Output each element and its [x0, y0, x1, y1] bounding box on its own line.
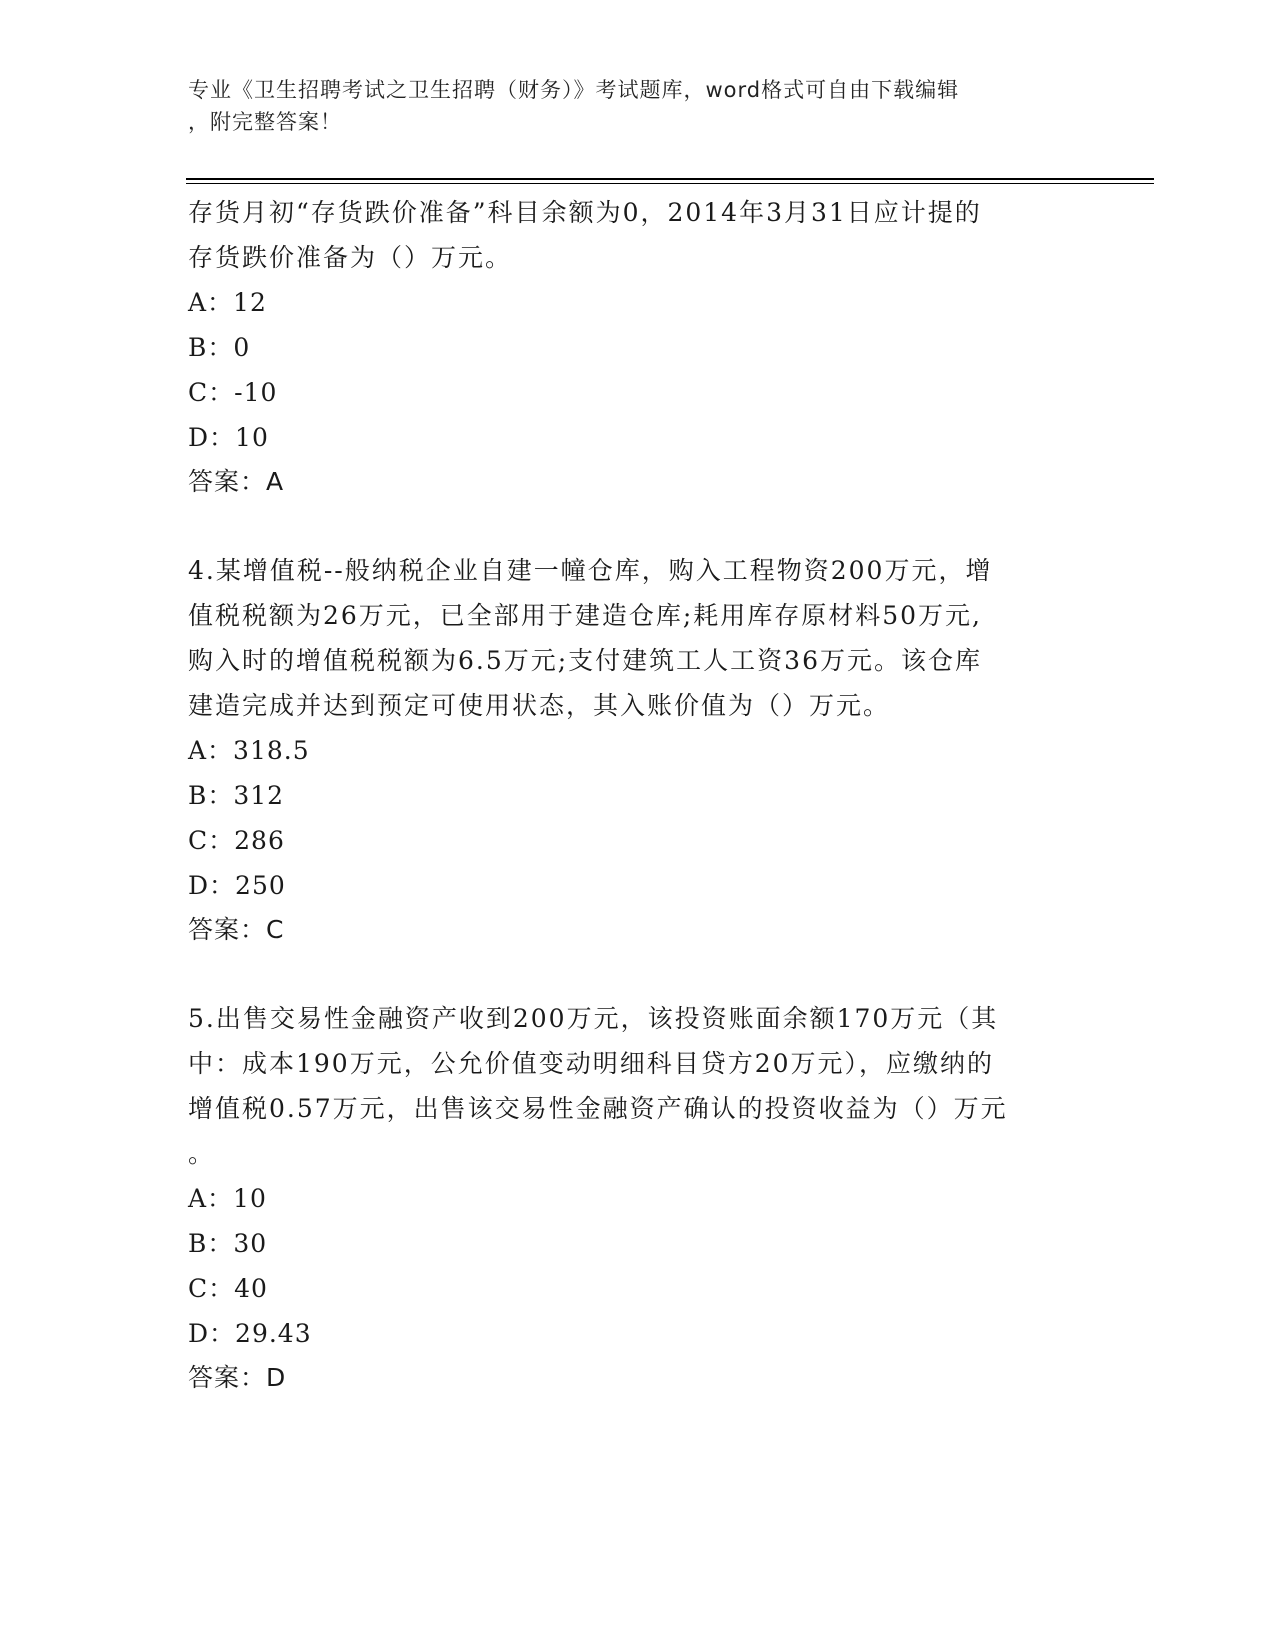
option-d: D：29.43 — [188, 1319, 312, 1348]
answer-line: 答案：C — [188, 915, 285, 944]
question-stem-line: 4.某增值税--般纳税企业自建一幢仓库，购入工程物资200万元，增 — [188, 556, 993, 585]
document-header — [188, 74, 1068, 138]
question-stem-line: 增值税0.57万元，出售该交易性金融资产确认的投资收益为（）万元 — [188, 1094, 1008, 1123]
header-divider-thick — [186, 178, 1154, 180]
option-d: D：10 — [188, 423, 269, 452]
answer-line: 答案：D — [188, 1363, 287, 1392]
question-stem-line: 中：成本190万元，公允价值变动明细科目贷方20万元），应缴纳的 — [188, 1049, 995, 1078]
answer-line: 答案：A — [188, 467, 285, 496]
option-a: A：12 — [188, 288, 267, 317]
option-c: C：-10 — [188, 378, 278, 407]
header-divider-thin — [186, 183, 1154, 184]
option-c: C：286 — [188, 826, 285, 855]
option-b: B：312 — [188, 781, 285, 810]
question-stem-line: 5.出售交易性金融资产收到200万元，该投资账面余额170万元（其 — [188, 1004, 999, 1033]
option-c: C：40 — [188, 1274, 268, 1303]
header-line-2: ，附完整答案！ — [188, 110, 342, 134]
option-b: B：30 — [188, 1229, 268, 1258]
question-stem-line: 存货月初“存货跌价准备”科目余额为0，2014年3月31日应计提的 — [188, 198, 982, 227]
option-a: A：318.5 — [188, 736, 310, 765]
question-stem-line: 建造完成并达到预定可使用状态，其入账价值为（）万元。 — [188, 691, 891, 720]
spacer — [188, 504, 1088, 548]
spacer — [188, 952, 1088, 996]
header-line-1: 专业《卫生招聘考试之卫生招聘（财务）》考试题库，word格式可自由下载编辑 — [188, 78, 960, 102]
question-stem-line: 存货跌价准备为（）万元。 — [188, 243, 513, 272]
question-3 — [188, 190, 1088, 504]
option-b: B：0 — [188, 333, 251, 362]
question-stem-line: 。 — [188, 1139, 216, 1168]
question-stem-line: 购入时的增值税税额为6.5万元;支付建筑工人工资36万元。该仓库 — [188, 646, 982, 675]
question-4 — [188, 548, 1088, 952]
option-d: D：250 — [188, 871, 286, 900]
question-stem-line: 值税税额为26万元，已全部用于建造仓库;耗用库存原材料50万元, — [188, 601, 982, 630]
question-5 — [188, 996, 1088, 1400]
option-a: A：10 — [188, 1184, 267, 1213]
question-list — [188, 190, 1088, 1400]
